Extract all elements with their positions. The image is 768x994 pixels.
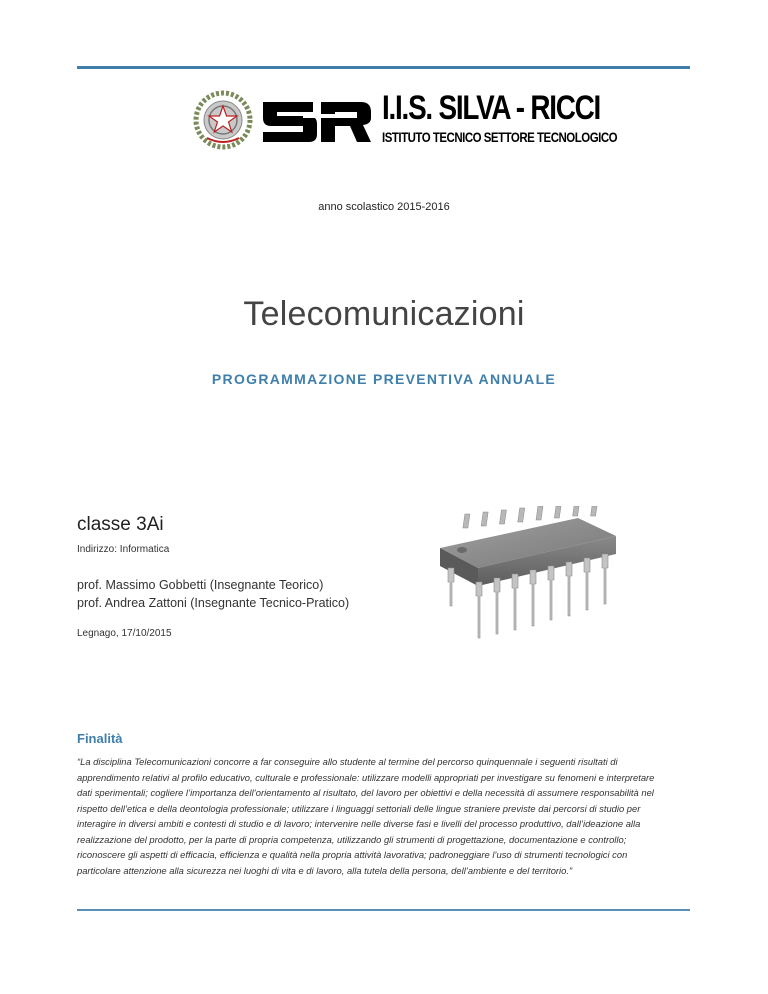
teachers-list xyxy=(77,576,349,612)
quote-line: rispetto dell’etica e della deontologia professionale; utilizzare i linguaggi settoriali delle lingue straniere previste dai percorsi di studio per xyxy=(77,802,641,814)
bottom-divider xyxy=(77,909,690,911)
finalita-quote xyxy=(77,754,695,878)
quote-line: interagire in diversi ambiti e contesti di studio e di lavoro; intervenire nelle diverse fasi e livelli del processo produttivo, dall’ideazione alla xyxy=(77,818,641,829)
sr-logo-icon xyxy=(263,94,373,144)
quote-line: realizzazione del prodotto, per la parte di propria competenza, utilizzando gli strumenti di progettazione, documentazione e controllo; xyxy=(77,833,627,845)
school-year: anno scolastico 2015-2016 xyxy=(318,201,450,213)
integrated-circuit-chip-image xyxy=(428,506,618,648)
finalita-heading: Finalità xyxy=(77,731,123,746)
track: Indirizzo: Informatica xyxy=(77,544,170,555)
school-subtitle: ISTITUTO TECNICO SETTORE TECNOLOGICO xyxy=(382,129,618,145)
quote-line: particolare attenzione alla sicurezza nei luoghi di vita e di lavoro, alla tutela della persona, dell’ambiente e del territorio.” xyxy=(77,864,573,876)
subject-title: Telecomunicazioni xyxy=(243,295,525,333)
quote-line: “La disciplina Telecomunicazioni concorre a far conseguire allo studente al termine del percorso quinquennale i seguenti risultati di xyxy=(77,756,618,767)
quote-line: apprendimento relativi al profilo educativo, culturale e professionale: utilizzare modelli appropriati per investigare su fenomeni e interpretare xyxy=(77,771,655,783)
school-header xyxy=(193,88,618,150)
document-type: PROGRAMMAZIONE PREVENTIVA ANNUALE xyxy=(211,371,557,387)
quote-line: riconoscere gli aspetti di efficacia, efficienza e qualità nella propria attività lavorativa; padroneggiare l’uso di strumenti tecnologici con xyxy=(77,849,628,860)
school-name: I.I.S. SILVA - RICCI xyxy=(382,89,601,127)
teacher-theory: prof. Massimo Gobbetti (Insegnante Teorico) xyxy=(77,578,324,592)
class-name: classe 3Ai xyxy=(77,514,164,535)
top-divider xyxy=(77,66,690,69)
place-date: Legnago, 17/10/2015 xyxy=(77,628,172,639)
quote-line: dati sperimentali; cogliere l’importanza dell’orientamento al risultato, del lavoro per obiettivi e della necessità di assumere responsabilità nel xyxy=(77,787,654,798)
italian-republic-emblem-icon xyxy=(193,90,253,150)
teacher-practice: prof. Andrea Zattoni (Insegnante Tecnico-Pratico) xyxy=(77,596,350,610)
